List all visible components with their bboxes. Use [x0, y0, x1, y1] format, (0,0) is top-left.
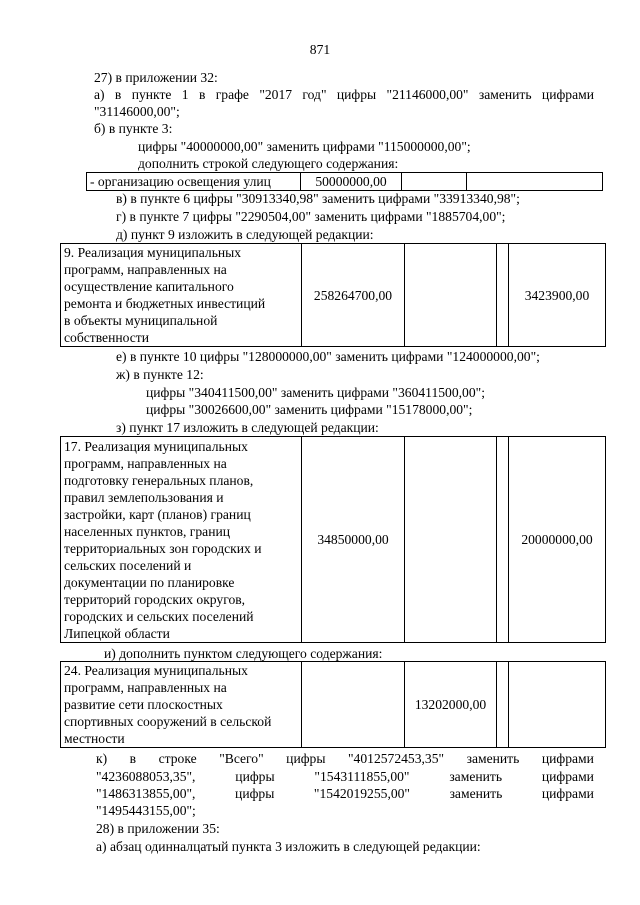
table-line: осуществление капитального [64, 279, 234, 294]
page-number: 871 [309, 42, 331, 57]
item-24-name-cell [61, 662, 302, 748]
table-line: ремонта и бюджетных инвестиций [64, 296, 266, 311]
table-line: территориальных зон городских и [64, 540, 262, 556]
text-word: к) [96, 751, 108, 766]
table-line: правил землепользования и [64, 489, 224, 505]
table-line: застройки, карт (планов) границ [64, 506, 251, 522]
item-b-heading: б) в пункте 3: [94, 121, 173, 136]
table-line: территорий городских округов, [64, 591, 246, 607]
item-17-value-2017: 34850000,00 [302, 437, 405, 643]
text-word: заменить [466, 751, 520, 766]
text-word: "1486313855,00", [96, 786, 196, 801]
item-k-line-2 [96, 768, 594, 785]
item-28-a: а) абзац одинналцатый пункта 3 изложить в следующей редакции: [96, 839, 481, 854]
table-line: в объекты муниципальной [64, 313, 218, 328]
table-line: спортивных сооружений в сельской [64, 714, 272, 729]
item-9-value-2017: 258264700,00 [302, 244, 405, 347]
item-zh-heading: ж) в пункте 12: [116, 367, 204, 382]
item-17-table [60, 436, 606, 643]
item-g: г) в пункте 7 цифры "2290504,00" заменить цифрами "1885704,00"; [116, 209, 506, 224]
text-word: цифры [235, 769, 275, 784]
item-k-line-4: "1495443155,00"; [96, 803, 196, 818]
street-lighting-label: - организацию освещения улиц [87, 173, 301, 191]
text-word: в [129, 751, 137, 766]
text-word: цифры [235, 786, 275, 801]
table-line: развитие сети плоскостных [64, 697, 223, 712]
item-b-line-2: дополнить строкой следующего содержания: [138, 156, 399, 171]
item-9-name-cell [61, 244, 302, 347]
item-17-name-cell [61, 437, 302, 643]
item-28-heading: 28) в приложении 35: [96, 821, 220, 836]
table-line: собственности [64, 330, 150, 345]
table-line: местности [64, 731, 125, 746]
item-24-value-col4 [497, 662, 509, 748]
item-b-line-1: цифры "40000000,00" заменить цифрами "115000000,00"; [138, 139, 471, 154]
table-line: 24. Реализация муниципальных [64, 663, 248, 678]
table-line: городских и сельских поселений [64, 608, 254, 624]
item-24-value-2017 [302, 662, 405, 748]
street-lighting-empty-cell [402, 173, 467, 191]
item-24-value-col5 [509, 662, 606, 748]
text-word: "1543111855,00" [314, 769, 410, 784]
item-a-line-2: "31146000,00"; [94, 104, 180, 119]
table-line: населенных пунктов, границ [64, 523, 231, 539]
table-line: 17. Реализация муниципальных [64, 438, 248, 454]
item-i: и) дополнить пунктом следующего содержания: [104, 646, 383, 661]
text-word: цифры [286, 751, 326, 766]
text-word: "Всего" [219, 751, 264, 766]
item-17-value-col5: 20000000,00 [509, 437, 606, 643]
item-v: в) в пункте 6 цифры "30913340,98" заменить цифрами "33913340,98"; [116, 191, 520, 206]
item-zh-line-2: цифры "30026600,00" заменить цифрами "15178000,00"; [146, 402, 473, 417]
table-line: документации по планировке [64, 574, 235, 590]
table-line: Липецкой области [64, 625, 170, 641]
item-k-line-1 [96, 750, 594, 767]
item-24-value-col3: 13202000,00 [405, 662, 497, 748]
text-word: заменить [449, 786, 503, 801]
table-line: программ, направленных на [64, 262, 227, 277]
text-word: цифрами [541, 751, 594, 766]
item-17-value-col3 [405, 437, 497, 643]
item-d: д) пункт 9 изложить в следующей редакции: [116, 227, 374, 242]
item-9-table [60, 243, 606, 347]
text-word: цифрами [541, 786, 594, 801]
item-zh-line-1: цифры "340411500,00" заменить цифрами "360411500,00"; [146, 385, 485, 400]
item-z: з) пункт 17 изложить в следующей редакции: [116, 420, 379, 435]
item-k-line-3 [96, 785, 594, 802]
item-17-value-col4 [497, 437, 509, 643]
table-line: сельских поселений и [64, 557, 192, 573]
street-lighting-empty-cell [467, 173, 603, 191]
table-line: программ, направленных на [64, 680, 227, 695]
item-9-value-col5: 3423900,00 [509, 244, 606, 347]
text-word: "1542019255,00" [313, 786, 410, 801]
item-27-heading: 27) в приложении 32: [94, 70, 218, 85]
item-a-line-1: а) в пункте 1 в графе "2017 год" цифры "21146000,00" заменить цифрами [94, 87, 594, 102]
text-word: "4236088053,35", [96, 769, 196, 784]
table-line: подготовку генеральных планов, [64, 472, 254, 488]
street-lighting-table [86, 172, 603, 191]
street-lighting-value: 50000000,00 [301, 173, 402, 191]
item-9-value-col4 [497, 244, 509, 347]
text-word: строке [158, 751, 197, 766]
item-24-table [60, 661, 606, 748]
item-e: е) в пункте 10 цифры "128000000,00" заменить цифрами "124000000,00"; [116, 349, 540, 364]
item-9-value-col3 [405, 244, 497, 347]
table-line: 9. Реализация муниципальных [64, 245, 242, 260]
text-word: "4012572453,35" [348, 751, 445, 766]
table-line: программ, направленных на [64, 455, 227, 471]
text-word: заменить [449, 769, 503, 784]
text-word: цифрами [541, 769, 594, 784]
